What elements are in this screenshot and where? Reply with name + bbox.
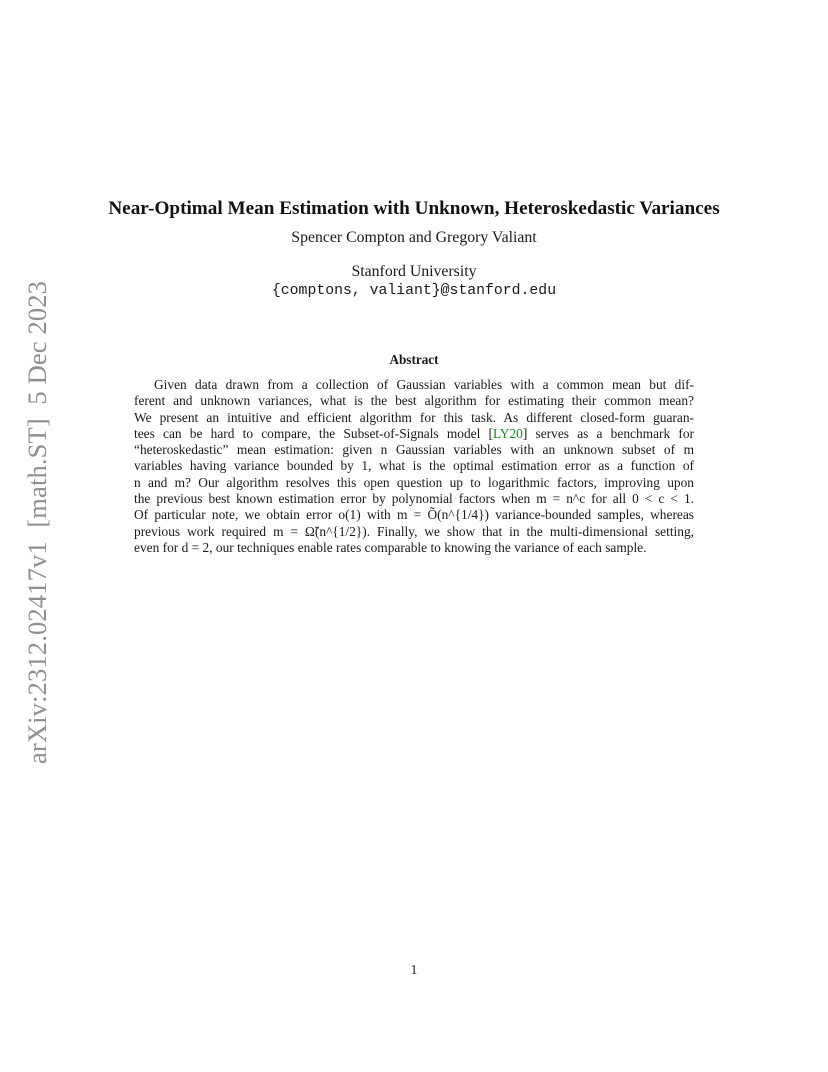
abstract-line-with-citation: tees can be hard to compare, the Subset-of-Signals model [LY20] serves as a benchmark for xyxy=(134,425,694,441)
paper-title: Near-Optimal Mean Estimation with Unknown, Heteroskedastic Variances xyxy=(108,197,720,219)
abstract-line-segment: tees can be hard to compare, the Subset-of-Signals model xyxy=(134,425,481,441)
abstract-line: We present an intuitive and efficient algorithm for this task. As different closed-form guaran- xyxy=(134,409,694,425)
abstract-body xyxy=(134,377,694,556)
author-email: {comptons, valiant}@stanford.edu xyxy=(271,283,557,299)
abstract-heading: Abstract xyxy=(389,352,439,367)
page-number: 1 xyxy=(410,962,418,977)
abstract-line: Of particular note, we obtain error o(1) with m = Õ(n^{1/4}) variance-bounded samples, whereas xyxy=(134,507,694,523)
author-affiliation: Stanford University xyxy=(351,263,477,280)
abstract-line: even for d = 2, our techniques enable rates comparable to knowing the variance of each sample. xyxy=(134,539,647,555)
abstract-line: the previous best known estimation error by polynomial factors when m = n^c for all 0 < c < 1. xyxy=(134,491,694,507)
abstract-line: ferent and unknown variances, what is the best algorithm for estimating their common mean? xyxy=(134,393,694,409)
abstract-line: Given data drawn from a collection of Gaussian variables with a common mean but dif- xyxy=(154,377,694,392)
author-list: Spencer Compton and Gregory Valiant xyxy=(291,229,537,246)
arxiv-identifier-text: arXiv:2312.02417v1 [math.ST] 5 Dec 2023 xyxy=(22,280,52,764)
abstract-line: “heteroskedastic” mean estimation: given n Gaussian variables with an unknown subset of m xyxy=(134,442,694,458)
abstract-line: n and m? Our algorithm resolves this open question up to logarithmic factors, improving upon xyxy=(134,474,694,490)
abstract-line: previous work required m = Ω̃(n^{1/2}). Finally, we show that in the multi-dimensional setting, xyxy=(134,523,694,539)
abstract-line: variables having variance bounded by 1, what is the optimal estimation error as a function of xyxy=(134,458,694,474)
abstract-line-segment: serves as a benchmark for xyxy=(535,425,694,441)
arxiv-identifier-stamp xyxy=(20,278,54,764)
citation-link-ly20[interactable]: LY20 xyxy=(492,425,523,441)
